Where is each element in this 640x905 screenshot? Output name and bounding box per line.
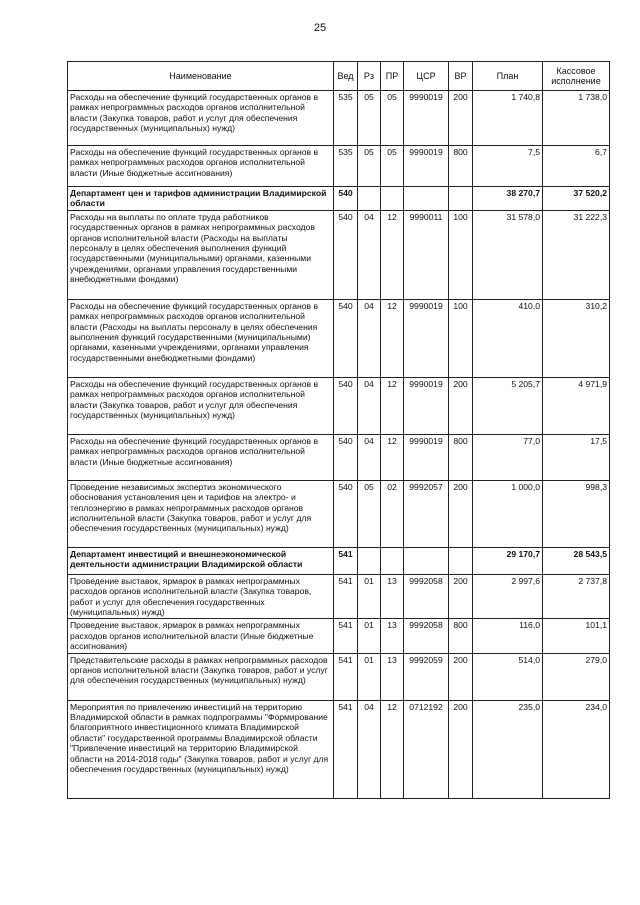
row-rz: 01 xyxy=(358,574,381,619)
table-row xyxy=(68,653,610,700)
row-pr: 12 xyxy=(381,299,404,377)
row-csr: 9990019 xyxy=(404,377,449,434)
row-vr: 200 xyxy=(449,91,473,146)
table-row xyxy=(68,377,610,434)
row-csr: 9992058 xyxy=(404,619,449,653)
row-ved: 541 xyxy=(334,574,358,619)
row-ved: 541 xyxy=(334,653,358,700)
row-csr xyxy=(404,547,449,574)
row-rz: 05 xyxy=(358,480,381,547)
header-rz: Рз xyxy=(358,62,381,91)
row-rz: 05 xyxy=(358,91,381,146)
row-csr: 9992059 xyxy=(404,653,449,700)
header-ved: Вед xyxy=(334,62,358,91)
table-row xyxy=(68,91,610,146)
row-plan: 235,0 xyxy=(473,700,543,798)
row-kass: 310,2 xyxy=(543,299,610,377)
row-ved: 540 xyxy=(334,299,358,377)
row-name: Расходы на обеспечение функций государственных органов в рамках непрограммных расходов органов исполнительной власти (Иные бюджетные ассигнования) xyxy=(68,146,334,187)
row-kass: 1 738,0 xyxy=(543,91,610,146)
row-vr: 200 xyxy=(449,480,473,547)
row-pr: 12 xyxy=(381,210,404,299)
row-kass: 31 222,3 xyxy=(543,210,610,299)
row-kass: 101,1 xyxy=(543,619,610,653)
row-kass: 2 737,8 xyxy=(543,574,610,619)
row-plan: 31 578,0 xyxy=(473,210,543,299)
row-plan: 38 270,7 xyxy=(473,187,543,211)
header-plan: План xyxy=(473,62,543,91)
row-pr: 12 xyxy=(381,434,404,480)
row-plan: 1 000,0 xyxy=(473,480,543,547)
row-kass: 17,5 xyxy=(543,434,610,480)
table-header xyxy=(68,62,610,91)
table-row xyxy=(68,480,610,547)
row-pr: 13 xyxy=(381,574,404,619)
row-csr xyxy=(404,187,449,211)
header-csr: ЦСР xyxy=(404,62,449,91)
row-ved: 541 xyxy=(334,547,358,574)
table-row xyxy=(68,700,610,798)
row-ved: 535 xyxy=(334,91,358,146)
row-vr: 200 xyxy=(449,653,473,700)
row-rz: 04 xyxy=(358,700,381,798)
row-name: Проведение выставок, ярмарок в рамках непрограммных расходов органов исполнительной власти (Иные бюджетные ассигнования) xyxy=(68,619,334,653)
row-plan: 7,5 xyxy=(473,146,543,187)
row-vr: 800 xyxy=(449,146,473,187)
row-csr: 9990019 xyxy=(404,434,449,480)
table-row xyxy=(68,146,610,187)
header-pr: ПР xyxy=(381,62,404,91)
row-ved: 541 xyxy=(334,700,358,798)
row-vr: 200 xyxy=(449,700,473,798)
row-rz: 04 xyxy=(358,210,381,299)
row-pr: 05 xyxy=(381,146,404,187)
row-vr: 100 xyxy=(449,210,473,299)
row-plan: 77,0 xyxy=(473,434,543,480)
row-name: Расходы на выплаты по оплате труда работников государственных органов в рамках непрограммных расходов органов исполнительной власти (Расходы на выплаты персоналу в целях обеспечения выполнения функций государственными (муниципальными) органами, казенными учреждениями, органами управления государственными внебюджетными фондами) xyxy=(68,210,334,299)
row-csr: 9990019 xyxy=(404,299,449,377)
row-vr xyxy=(449,187,473,211)
page-number: 25 xyxy=(313,22,327,34)
row-ved: 540 xyxy=(334,187,358,211)
row-csr: 9990019 xyxy=(404,91,449,146)
row-pr: 02 xyxy=(381,480,404,547)
department-row xyxy=(68,187,610,211)
row-rz: 04 xyxy=(358,299,381,377)
row-name: Расходы на обеспечение функций государственных органов в рамках непрограммных расходов органов исполнительной власти (Закупка товаров, работ и услуг для обеспечения государственных (муниципальных) нужд) xyxy=(68,377,334,434)
row-csr: 9992058 xyxy=(404,574,449,619)
row-name: Департамент инвестиций и внешнеэкономической деятельности администрации Владимирской области xyxy=(68,547,334,574)
row-plan: 116,0 xyxy=(473,619,543,653)
row-ved: 541 xyxy=(334,619,358,653)
row-csr: 9990019 xyxy=(404,146,449,187)
row-csr: 9990011 xyxy=(404,210,449,299)
header-kass: Кассовое исполнение xyxy=(543,62,610,91)
row-plan: 29 170,7 xyxy=(473,547,543,574)
row-vr: 100 xyxy=(449,299,473,377)
row-pr: 12 xyxy=(381,377,404,434)
table-row xyxy=(68,299,610,377)
row-name: Расходы на обеспечение функций государственных органов в рамках непрограммных расходов органов исполнительной власти (Закупка товаров, работ и услуг для обеспечения государственных (муниципальных) нужд) xyxy=(68,91,334,146)
row-kass: 998,3 xyxy=(543,480,610,547)
table-row xyxy=(68,434,610,480)
row-plan: 410,0 xyxy=(473,299,543,377)
row-rz: 05 xyxy=(358,146,381,187)
budget-table xyxy=(67,61,610,799)
department-row xyxy=(68,547,610,574)
table-row xyxy=(68,210,610,299)
row-pr xyxy=(381,187,404,211)
row-kass: 234,0 xyxy=(543,700,610,798)
row-plan: 2 997,6 xyxy=(473,574,543,619)
row-vr: 200 xyxy=(449,574,473,619)
row-rz: 01 xyxy=(358,619,381,653)
row-pr: 13 xyxy=(381,653,404,700)
row-vr: 800 xyxy=(449,434,473,480)
row-rz: 04 xyxy=(358,434,381,480)
row-plan: 1 740,8 xyxy=(473,91,543,146)
row-ved: 535 xyxy=(334,146,358,187)
row-ved: 540 xyxy=(334,377,358,434)
row-pr: 05 xyxy=(381,91,404,146)
row-rz: 04 xyxy=(358,377,381,434)
header-vr: ВР xyxy=(449,62,473,91)
row-csr: 9992057 xyxy=(404,480,449,547)
row-pr: 13 xyxy=(381,619,404,653)
header-name: Наименование xyxy=(68,62,334,91)
row-name: Проведение выставок, ярмарок в рамках непрограммных расходов органов исполнительной власти (Закупка товаров, работ и услуг для обеспечения государственных (муниципальных) нужд) xyxy=(68,574,334,619)
table-row xyxy=(68,574,610,619)
row-kass: 279,0 xyxy=(543,653,610,700)
table-row xyxy=(68,619,610,653)
row-rz xyxy=(358,547,381,574)
row-kass: 4 971,9 xyxy=(543,377,610,434)
table-body xyxy=(68,91,610,799)
row-vr: 200 xyxy=(449,377,473,434)
row-kass: 6,7 xyxy=(543,146,610,187)
row-name: Расходы на обеспечение функций государственных органов в рамках непрограммных расходов органов исполнительной власти (Расходы на выплаты персоналу в целях обеспечения выполнения функций государственными (муниципальными) органами, казенными учреждениями, органами управления государственными внебюджетными фондами) xyxy=(68,299,334,377)
row-name: Проведение независимых экспертиз экономического обоснования установления цен и тарифов на электро- и теплоэнергию в рамках непрограммных расходов органов исполнительной власти (Закупка товаров, работ и услуг для обеспечения государственных (муниципальных) нужд) xyxy=(68,480,334,547)
row-name: Департамент цен и тарифов администрации Владимирской области xyxy=(68,187,334,211)
row-name: Расходы на обеспечение функций государственных органов в рамках непрограммных расходов органов исполнительной власти (Иные бюджетные ассигнования) xyxy=(68,434,334,480)
row-vr: 800 xyxy=(449,619,473,653)
row-vr xyxy=(449,547,473,574)
row-name: Мероприятия по привлечению инвестиций на территорию Владимирской области в рамках подпрограммы "Формирование благоприятного инвестиционного климата Владимирской области" государственной программы Владимирской области "Привлечение инвестиций на территорию Владимирской области на 2014-2018 годы" (Закупка товаров, работ и услуг для обеспечения государственных (муниципальных) нужд) xyxy=(68,700,334,798)
row-ved: 540 xyxy=(334,210,358,299)
row-rz: 01 xyxy=(358,653,381,700)
row-ved: 540 xyxy=(334,434,358,480)
row-plan: 514,0 xyxy=(473,653,543,700)
row-pr xyxy=(381,547,404,574)
row-plan: 5 205,7 xyxy=(473,377,543,434)
row-rz xyxy=(358,187,381,211)
row-kass: 28 543,5 xyxy=(543,547,610,574)
row-kass: 37 520,2 xyxy=(543,187,610,211)
row-name: Представительские расходы в рамках непрограммных расходов органов исполнительной власти (Закупка товаров, работ и услуг для обеспечения государственных (муниципальных) нужд) xyxy=(68,653,334,700)
row-ved: 540 xyxy=(334,480,358,547)
row-pr: 12 xyxy=(381,700,404,798)
row-csr: 0712192 xyxy=(404,700,449,798)
